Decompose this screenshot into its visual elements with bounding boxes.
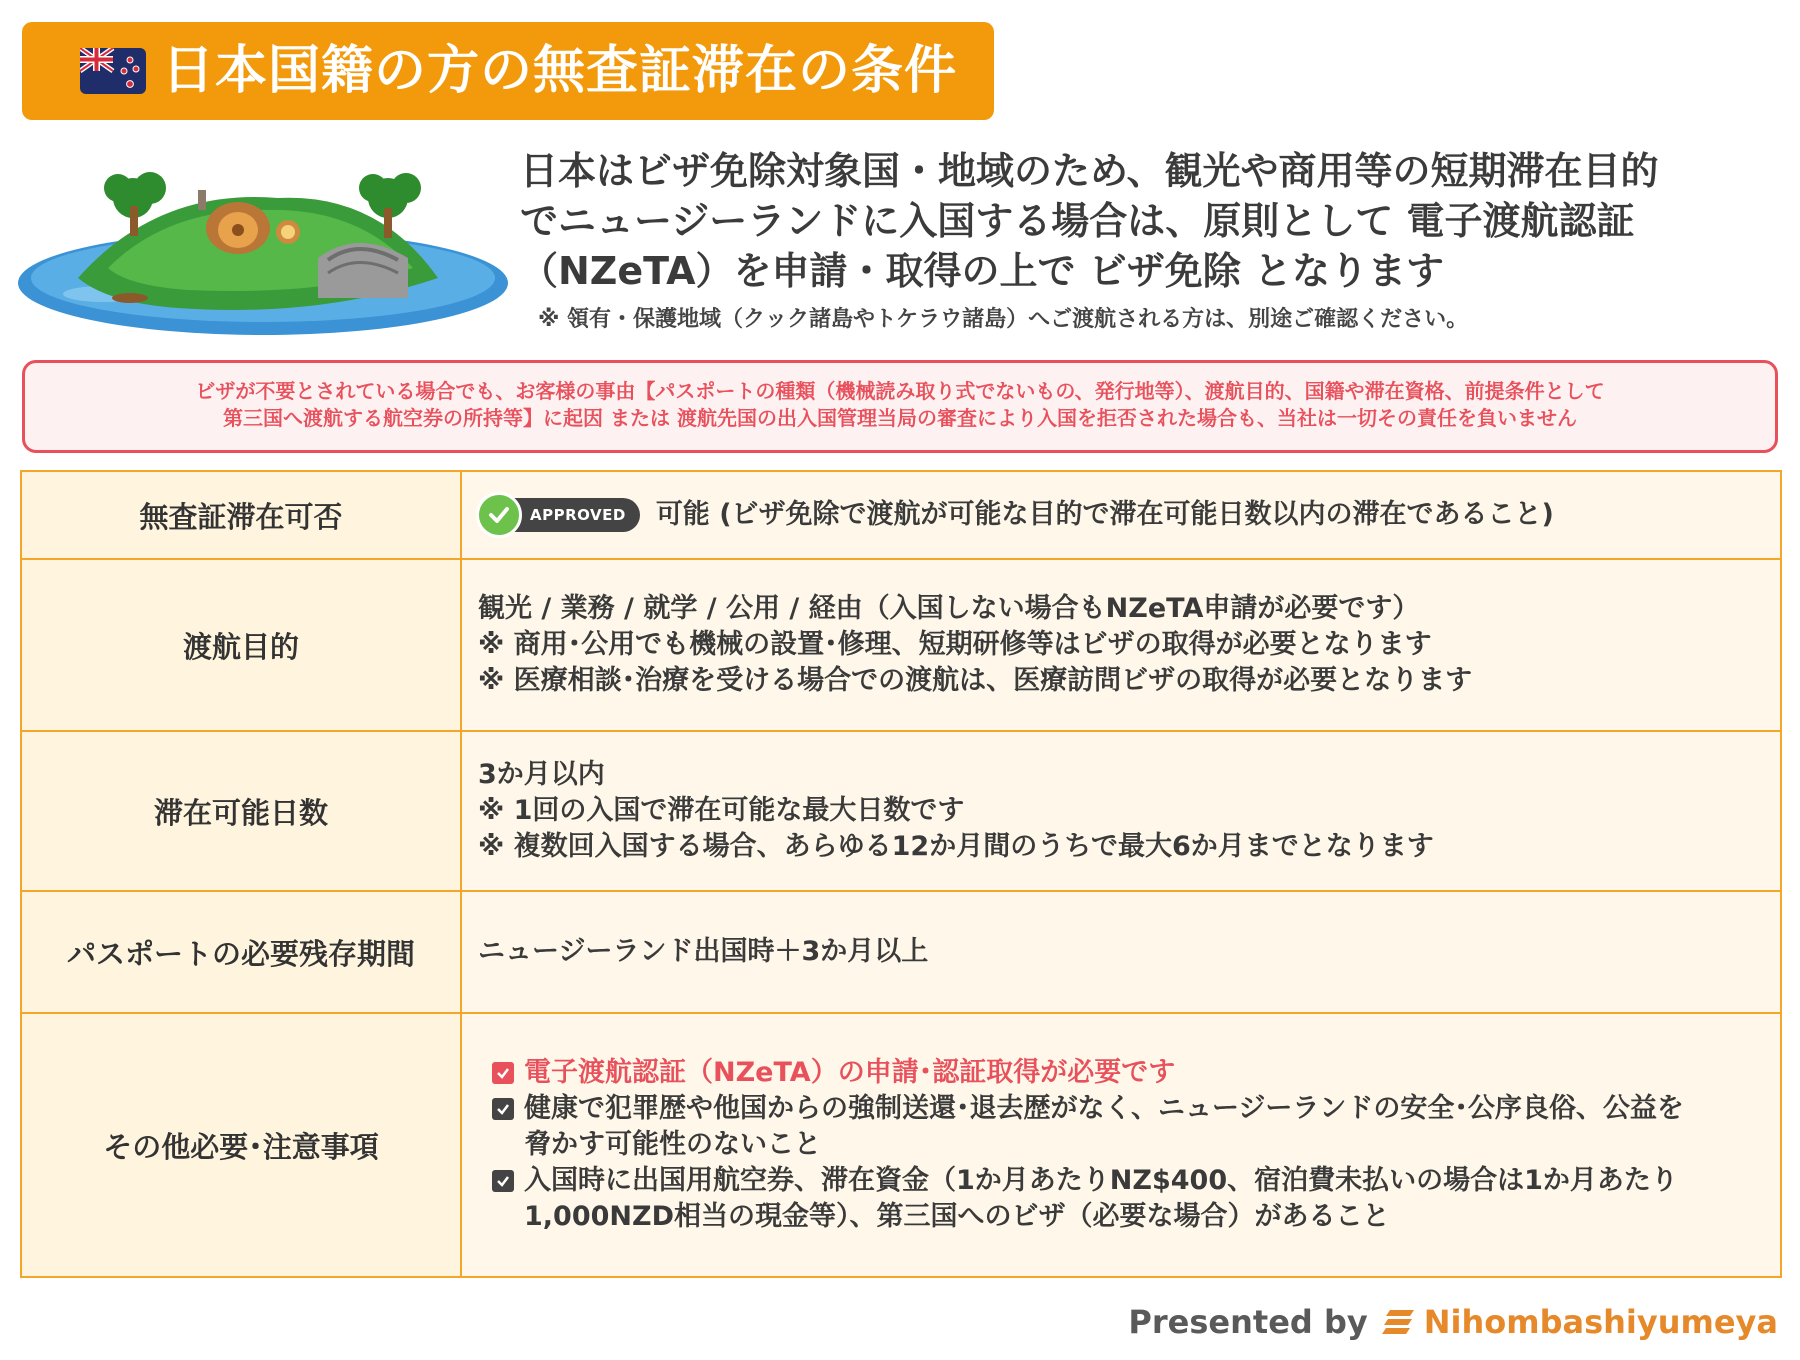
title-bar (22, 22, 994, 120)
approved-badge (478, 498, 640, 532)
row-text: 観光 / 業務 / 就学 / 公用 / 経由（入国しない場合もNZeTA申請が必要です） (478, 593, 1420, 624)
row-label: 無査証滞在可否 (22, 472, 462, 558)
row-text: ※ 商用･公用でも機械の設置･修理、短期研修等はビザの取得が必要となります (478, 629, 1432, 660)
row-text: 可能 (ビザ免除で渡航が可能な目的で滞在可能日数以内の滞在であること) (655, 499, 1554, 530)
disclaimer-box (22, 360, 1778, 453)
table-row (22, 560, 1780, 732)
row-label: その他必要･注意事項 (22, 1014, 462, 1276)
intro-line: （NZeTA）を申請・取得の上で ビザ免除 となります (520, 249, 1444, 293)
checklist-item (478, 1163, 1780, 1235)
brand-name[interactable]: Nihombashiyumeya (1423, 1303, 1778, 1341)
checklist-text: 健康で犯罪歴や他国からの強制送還･退去歴がなく、ニュージーランドの安全･公序良俗、公益を (524, 1093, 1684, 1124)
checklist-item (478, 1091, 1780, 1163)
table-row (22, 1014, 1780, 1276)
table-row (22, 732, 1780, 892)
disclaimer-line: 第三国へ渡航する航空券の所持等】に起因 または 渡航先国の出入国管理当局の審査により入国を拒否された場合も、当社は一切その責任を負いません (223, 406, 1577, 430)
intro-text (520, 146, 1790, 296)
checkbox-checked-icon (492, 1062, 514, 1084)
row-value (462, 472, 1780, 558)
page-title: 日本国籍の方の無査証滞在の条件 (162, 41, 958, 101)
table-row (22, 472, 1780, 560)
row-label: 渡航目的 (22, 560, 462, 730)
conditions-table (20, 470, 1782, 1278)
table-row (22, 892, 1780, 1014)
checkbox-checked-icon (492, 1170, 514, 1192)
row-text: ※ 1回の入国で滞在可能な最大日数です (478, 795, 965, 826)
checklist-text: 脅かす可能性のないこと (524, 1129, 821, 1160)
row-value (462, 1014, 1780, 1276)
checklist-item (478, 1055, 1780, 1091)
intro-line: でニュージーランドに入国する場合は、原則として 電子渡航認証 (520, 199, 1635, 243)
check-circle-icon (476, 492, 522, 538)
row-text: ※ 複数回入国する場合、あらゆる12か月間のうちで最大6か月までとなります (478, 831, 1434, 862)
footer-credit (1128, 1300, 1778, 1344)
row-label: 滞在可能日数 (22, 732, 462, 890)
row-text: ※ 医療相談･治療を受ける場合での渡航は、医療訪問ビザの取得が必要となります (478, 665, 1473, 696)
island-illustration (18, 168, 513, 338)
intro-note: ※ 領有・保護地域（クック諸島やトケラウ諸島）へご渡航される方は、別途ご確認ください。 (538, 307, 1469, 332)
checklist-text: 入国時に出国用航空券、滞在資金（1か月あたりNZ$400、宿泊費未払いの場合は1か月あたり (524, 1165, 1678, 1196)
disclaimer-line: ビザが不要とされている場合でも、お客様の事由【パスポートの種類（機械読み取り式でないもの、発行地等）、渡航目的、国籍や滞在資格、前提条件として (195, 379, 1605, 403)
new-zealand-flag-icon (80, 48, 146, 94)
checklist-text: 1,000NZD相当の現金等）、第三国へのビザ（必要な場合）があること (524, 1201, 1390, 1232)
intro-line: 日本はビザ免除対象国・地域のため、観光や商用等の短期滞在目的 (520, 149, 1659, 193)
row-label: パスポートの必要残存期間 (22, 892, 462, 1012)
row-text: 3か月以内 (478, 759, 605, 790)
checklist-text: 電子渡航認証（NZeTA）の申請･認証取得が必要です (524, 1057, 1176, 1088)
row-value (462, 732, 1780, 890)
row-value (462, 560, 1780, 730)
row-value (462, 892, 1780, 1012)
approved-badge-label: APPROVED (530, 506, 626, 524)
presented-by-label: Presented by (1128, 1303, 1368, 1341)
nihombashiyumeya-logo-icon (1382, 1307, 1416, 1337)
checkbox-checked-icon (492, 1098, 514, 1120)
row-text: ニュージーランド出国時＋3か月以上 (478, 936, 929, 967)
